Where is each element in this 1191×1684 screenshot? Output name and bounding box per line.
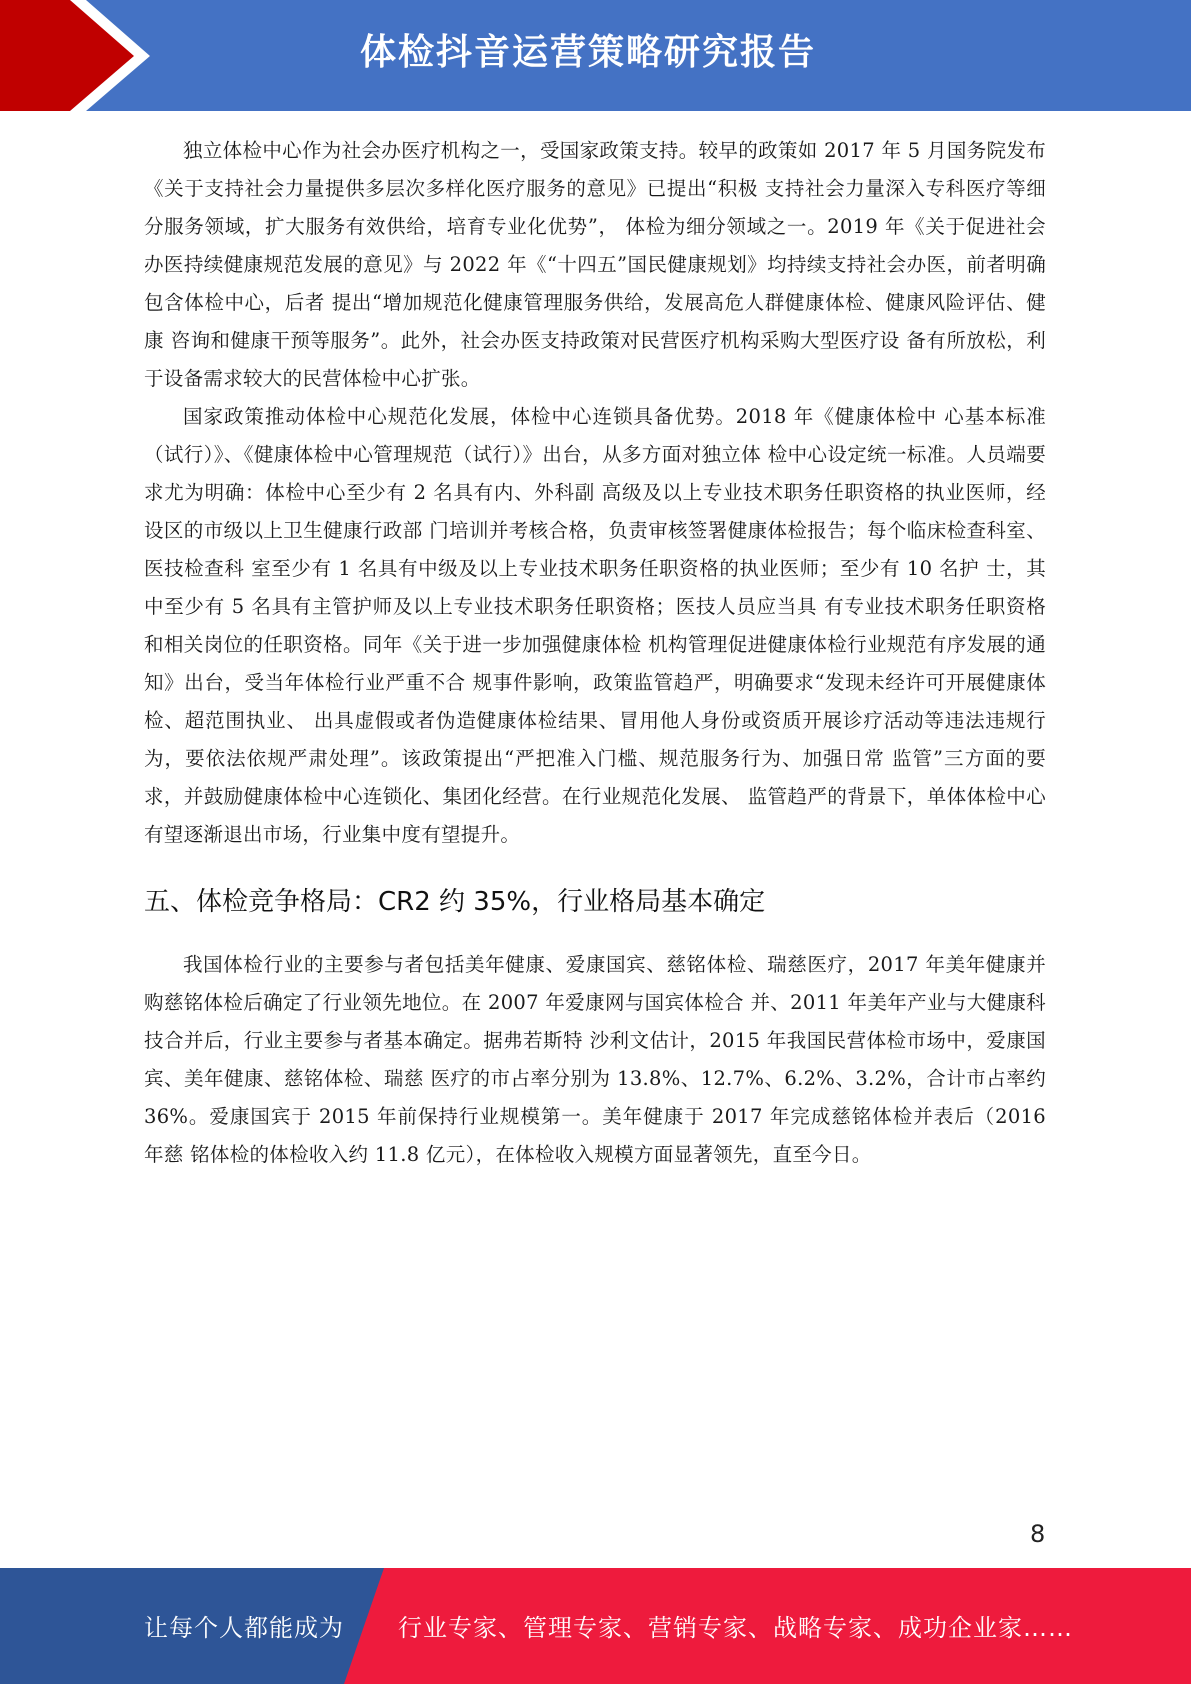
footer-slogan-right: 行业专家、管理专家、营销专家、战略专家、成功企业家…… [398,1614,1073,1642]
page-header [0,0,1191,111]
body-paragraph-2: 国家政策推动体检中心规范化发展，体检中心连锁具备优势。2018 年《健康体检中 心基本标准（试行）》、《健康体检中心管理规范（试行）》出台，从多方面对独立体 检中心设定统一标准。人员端要求尤为明确：体检中心至少有 2 名具有内、外科副 高级及以上专业技术职务任职资格的执业医师，经设区的市级以上卫生健康行政部 门培训并考核合格，负责审核签署健康体检报告；每个临床检查科室、医技检查科 室至少有 1 名具有中级及以上专业技术职务任职资格的执业医师；至少有 10 名护 士，其中至少有 5 名具有主管护师及以上专业技术职务任职资格；医技人员应当具 有专业技术职务任职资格和相关岗位的任职资格。同年《关于进一步加强健康体检 机构管理促进健康体检行业规范有序发展的通知》出台，受当年体检行业严重不合 规事件影响，政策监管趋严，明确要求“发现未经许可开展健康体检、超范围执业、 出具虚假或者伪造健康体检结果、冒用他人身份或资质开展诊疗活动等违法违规行 为，要依法依规严肃处理”。该政策提出“严把准入门槛、规范服务行为、加强日常 监管”三方面的要求，并鼓励健康体检中心连锁化、集团化经营。在行业规范化发展、 监管趋严的背景下，单体体检中心有望逐渐退出市场，行业集中度有望提升。 [144,405,1046,846]
red-chevron-shape [0,0,150,111]
report-title: 体检抖音运营策略研究报告 [360,32,817,73]
page-number: 8 [1030,1520,1046,1548]
page-footer [0,1568,1191,1684]
section-heading: 五、体检竞争格局：CR2 约 35%，行业格局基本确定 [144,887,766,917]
footer-slogan-left: 让每个人都能成为 [144,1614,344,1642]
section-paragraph: 我国体检行业的主要参与者包括美年健康、爱康国宾、慈铭体检、瑞慈医疗，2017 年美年健康并购慈铭体检后确定了行业领先地位。在 2007 年爱康网与国宾体检合 并、2011 年美年产业与大健康科技合并后，行业主要参与者基本确定。据弗若斯特 沙利文估计，2015 年我国民营体检市场中，爱康国宾、美年健康、慈铭体检、瑞慈 医疗的市占率分别为 13.8%、12.7%、6.2%、3.2%，合计市占率约 36%。爱康国宾于 2015 年前保持行业规模第一。美年健康于 2017 年完成慈铭体检并表后（2016 年慈 铭体检的体检收入约 11.8 亿元），在体检收入规模方面显著领先，直至今日。 [144,953,1046,1166]
document-body [144,132,1046,1174]
body-paragraph-1: 独立体检中心作为社会办医疗机构之一，受国家政策支持。较早的政策如 2017 年 5 月国务院发布《关于支持社会力量提供多层次多样化医疗服务的意见》已提出“积极 支持社会力量深入专科医疗等细分服务领域，扩大服务有效供给，培育专业化优势”， 体检为细分领域之一。2019 年《关于促进社会办医持续健康规范发展的意见》与 2022 年《“十四五”国民健康规划》均持续支持社会办医，前者明确包含体检中心，后者 提出“增加规范化健康管理服务供给，发展高危人群健康体检、健康风险评估、健康 咨询和健康干预等服务”。此外，社会办医支持政策对民营医疗机构采购大型医疗设 备有所放松，利于设备需求较大的民营体检中心扩张。 [144,139,1046,390]
